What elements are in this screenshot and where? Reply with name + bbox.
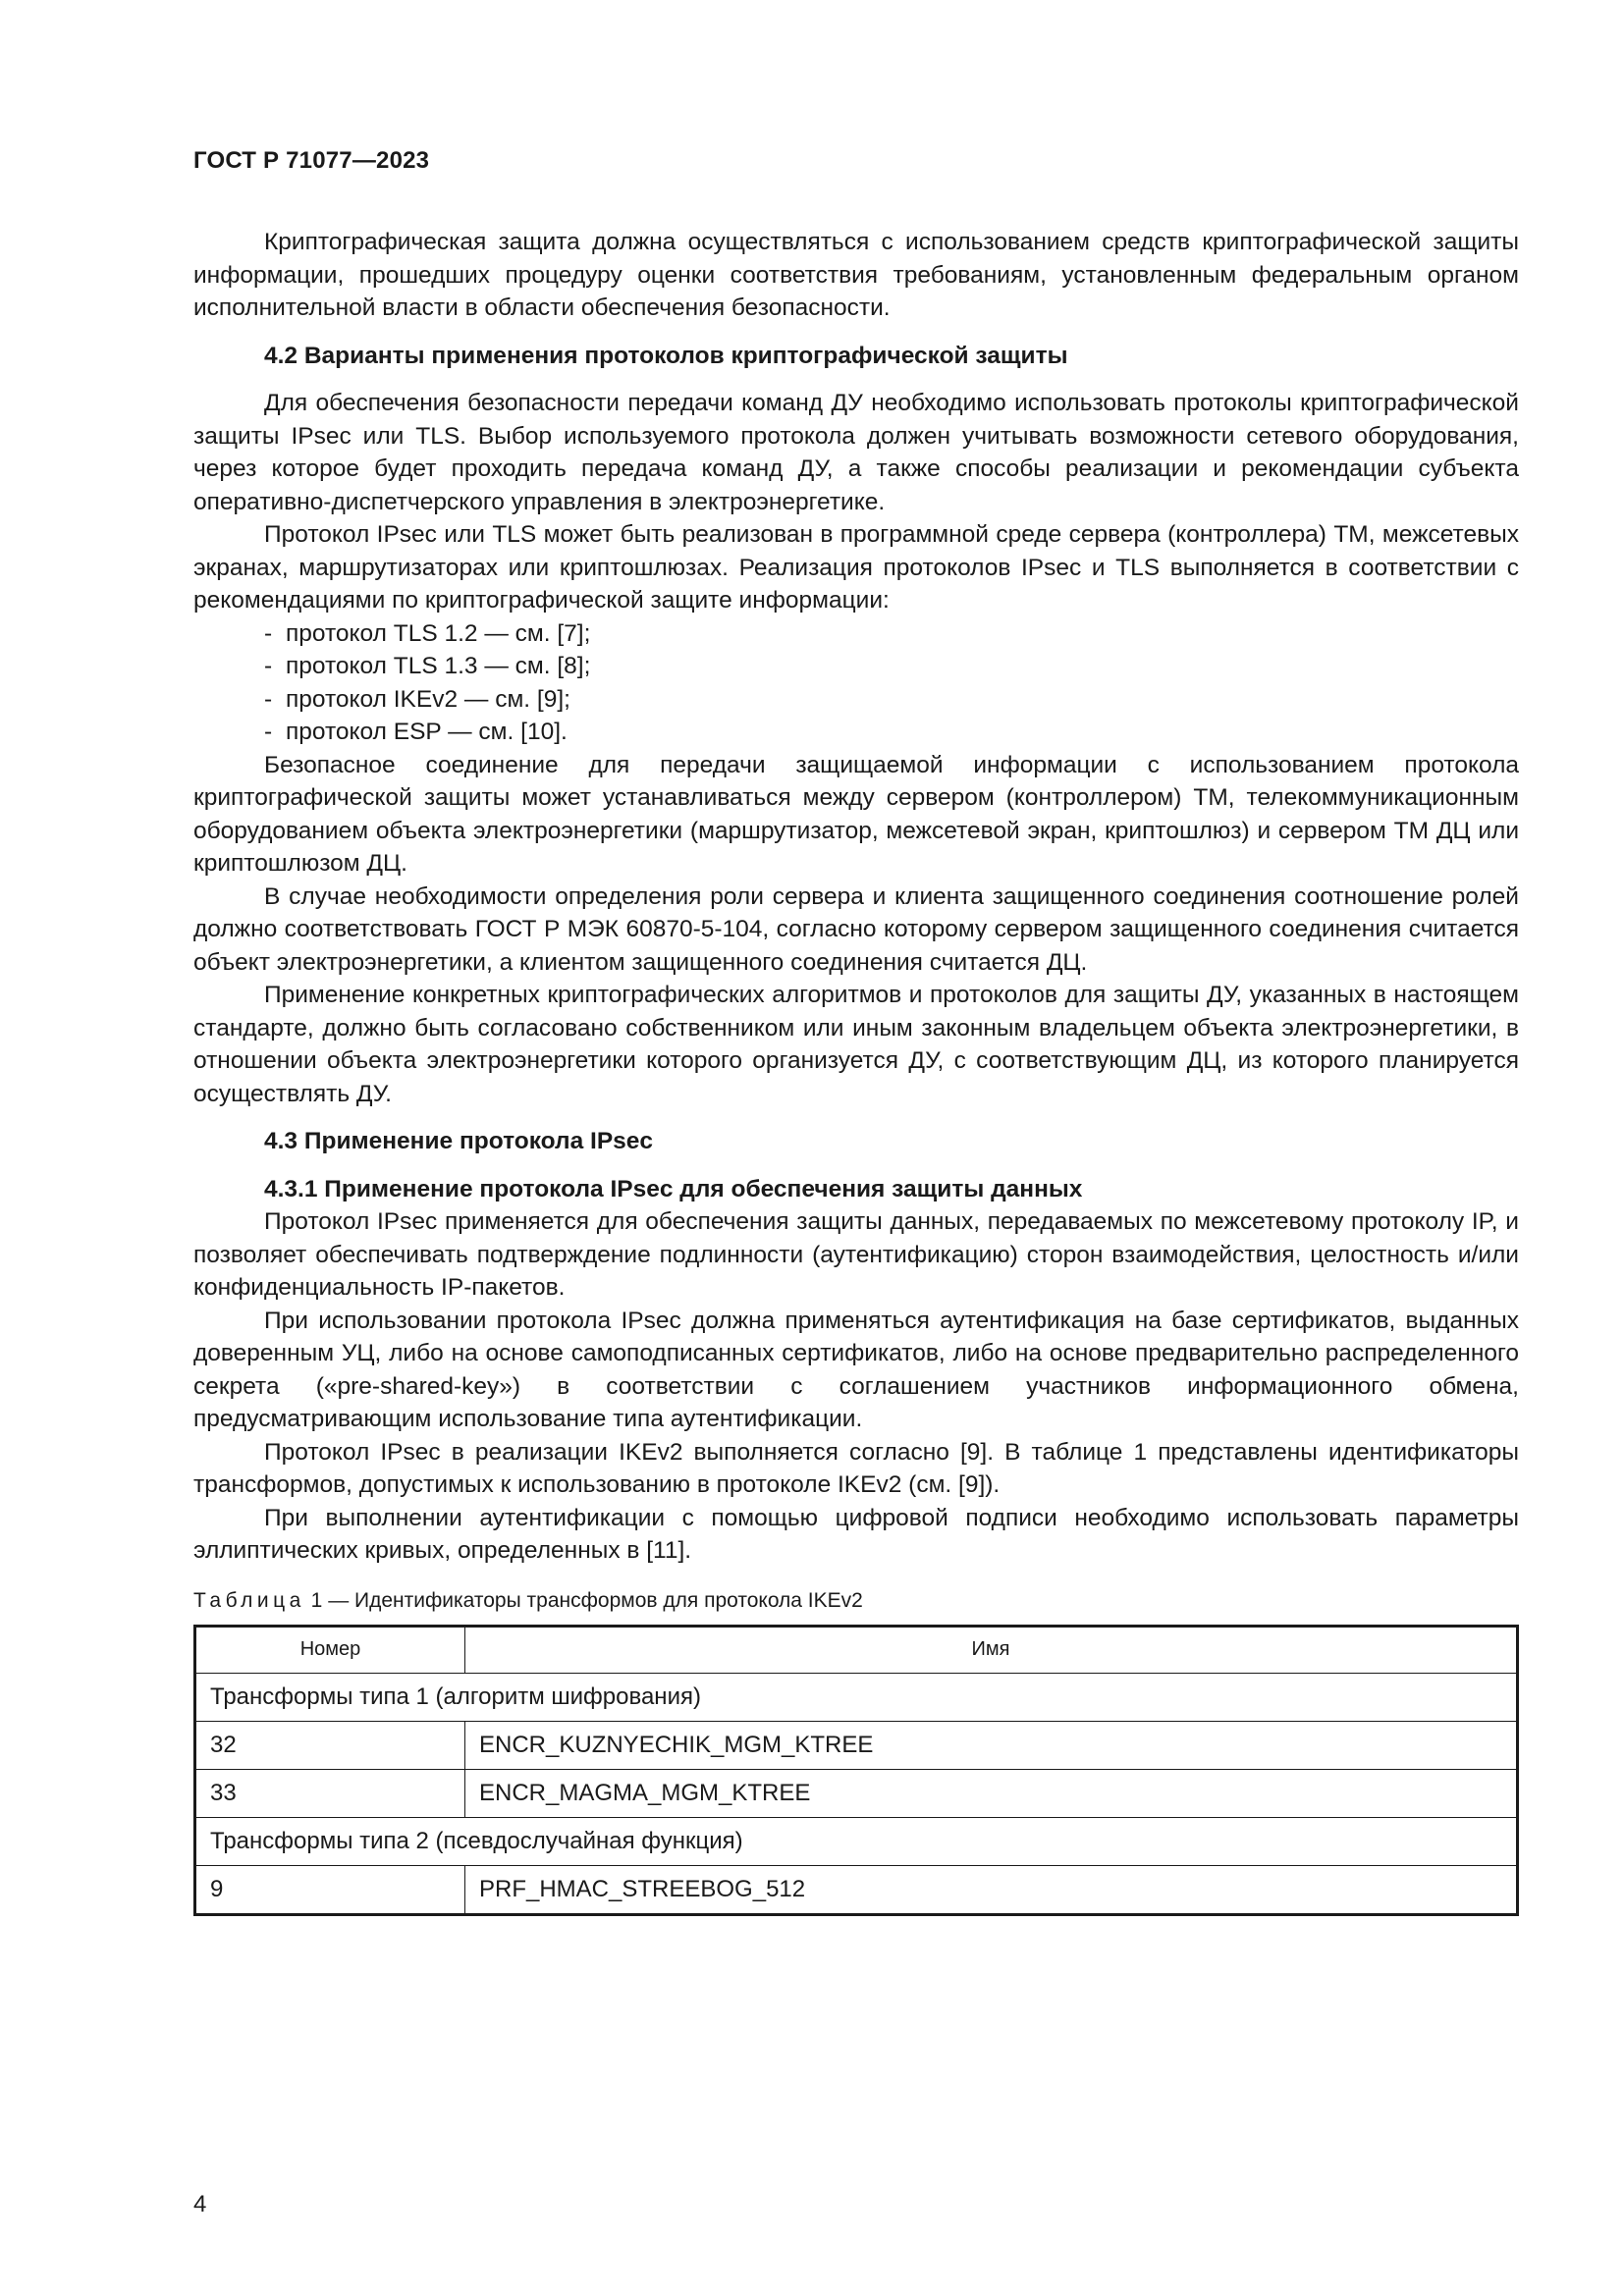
section-4-3-heading: 4.3 Применение протокола IPsec bbox=[264, 1128, 654, 1154]
intro-paragraph: Криптографическая защита должна осуществляться с использованием средств криптографической защиты информации, прошедших процедуру оценки соответствия требованиям, установленным федеральным органом исполнительной власти в области обеспечения безопасности. bbox=[193, 229, 1519, 321]
group-label: Трансформы типа 2 (псевдослучайная функция) bbox=[195, 1817, 1518, 1865]
section-4-2-paragraph: Для обеспечения безопасности передачи команд ДУ необходимо использовать протоколы криптографической защиты IPsec или TLS. Выбор используемого протокола должен учитывать возможности сетевого оборудования, через которое будет проходить передача команд ДУ, а также способы реализации и рекомендации субъекта оперативно-диспетчерского управления в электроэнергетике. bbox=[193, 390, 1519, 515]
table-group-row bbox=[195, 1817, 1518, 1865]
column-header-number: Номер bbox=[195, 1626, 465, 1673]
page-number: 4 bbox=[193, 2191, 207, 2217]
cell-number: 9 bbox=[195, 1865, 465, 1914]
cell-name: ENCR_KUZNYECHIK_MGM_KTREE bbox=[465, 1721, 1518, 1769]
list-item: - протокол ESP — см. [10]. bbox=[264, 719, 568, 745]
list-item: - протокол IKEv2 — см. [9]; bbox=[264, 685, 570, 713]
document-page bbox=[193, 147, 1519, 1916]
section-4-2-paragraph: Безопасное соединение для передачи защищаемой информации с использованием протокола криптографической защиты может устанавливаться между сервером (контроллером) ТМ, телекоммуникационным оборудованием объекта электроэнергетики (маршрутизатор, межсетевой экран, криптошлюз) и сервером ТМ ДЦ или криптошлюзом ДЦ. bbox=[193, 751, 1519, 877]
cell-name: ENCR_MAGMA_MGM_KTREE bbox=[465, 1769, 1518, 1817]
section-4-3-paragraph: При использовании протокола IPsec должна применяться аутентификация на базе сертификатов, выданных доверенным УЦ, либо на основе самоподписанных сертификатов, либо на основе предварительно распределенного секрета («pre-shared-key») в соответствии с соглашением участников информационного обмена, предусматривающим использование типа аутентификации. bbox=[193, 1307, 1519, 1432]
table-row bbox=[195, 1769, 1518, 1817]
section-4-2-paragraph: Протокол IPsec или TLS может быть реализован в программной среде сервера (контроллера) ТМ, межсетевых экранах, маршрутизаторах или криптошлюзах. Реализация протоколов IPsec и TLS выполняется в соответствии с рекомендациями по криптографической защите информации: bbox=[193, 521, 1519, 614]
table-header-row bbox=[195, 1626, 1518, 1673]
table-row bbox=[195, 1721, 1518, 1769]
spacer bbox=[193, 325, 1519, 340]
column-header-name: Имя bbox=[465, 1626, 1518, 1673]
standard-header: ГОСТ Р 71077—2023 bbox=[193, 147, 430, 174]
spacer bbox=[193, 1110, 1519, 1125]
section-4-3-1-heading: 4.3.1 Применение протокола IPsec для обеспечения защиты данных bbox=[264, 1175, 1083, 1202]
transform-id-table bbox=[193, 1625, 1519, 1916]
cell-number: 32 bbox=[195, 1721, 465, 1769]
group-label: Трансформы типа 1 (алгоритм шифрования) bbox=[195, 1673, 1518, 1721]
section-4-2-paragraph: Применение конкретных криптографических алгоритмов и протоколов для защиты ДУ, указанных в настоящем стандарте, должно быть согласовано собственником или иным законным владельцем объекта электроэнергетики, в отношении объекта электроэнергетики которого организуется ДУ, с соответствующим ДЦ, из которого планируется осуществлять ДУ. bbox=[193, 982, 1519, 1107]
section-4-2-paragraph: В случае необходимости определения роли сервера и клиента защищенного соединения соотношение ролей должно соответствовать ГОСТ Р МЭК 60870-5-104, согласно которому сервером защищенного соединения считается объект электроэнергетики, а клиентом защищенного соединения считается ДЦ. bbox=[193, 882, 1519, 976]
cell-number: 33 bbox=[195, 1769, 465, 1817]
spacer bbox=[193, 1158, 1519, 1173]
list-item: - протокол TLS 1.3 — см. [8]; bbox=[264, 653, 591, 679]
cell-name: PRF_HMAC_STREEBOG_512 bbox=[465, 1865, 1518, 1914]
section-4-3-paragraph: Протокол IPsec в реализации IKEv2 выполняется согласно [9]. В таблице 1 представлены идентификаторы трансформов, допустимых к использованию в протоколе IKEv2 (см. [9]). bbox=[193, 1438, 1519, 1498]
table-row bbox=[195, 1865, 1518, 1914]
table-group-row bbox=[195, 1673, 1518, 1721]
list-item: - протокол TLS 1.2 — см. [7]; bbox=[264, 619, 591, 647]
table-caption: Таблица 1 — Идентификаторы трансформов для протокола IKEv2 bbox=[193, 1588, 863, 1612]
section-4-3-paragraph: При выполнении аутентификации с помощью цифровой подписи необходимо использовать параметры эллиптических кривых, определенных в [11]. bbox=[193, 1504, 1519, 1564]
section-4-3-paragraph: Протокол IPsec применяется для обеспечения защиты данных, передаваемых по межсетевому протоколу IP, и позволяет обеспечивать подтверждение подлинности (аутентификацию) сторон взаимодействия, целостность и/или конфиденциальность IP-пакетов. bbox=[193, 1208, 1519, 1301]
spacer bbox=[193, 372, 1519, 387]
protocol-list bbox=[193, 617, 1519, 749]
section-4-2-heading: 4.2 Варианты применения протоколов криптографической защиты bbox=[264, 342, 1068, 369]
